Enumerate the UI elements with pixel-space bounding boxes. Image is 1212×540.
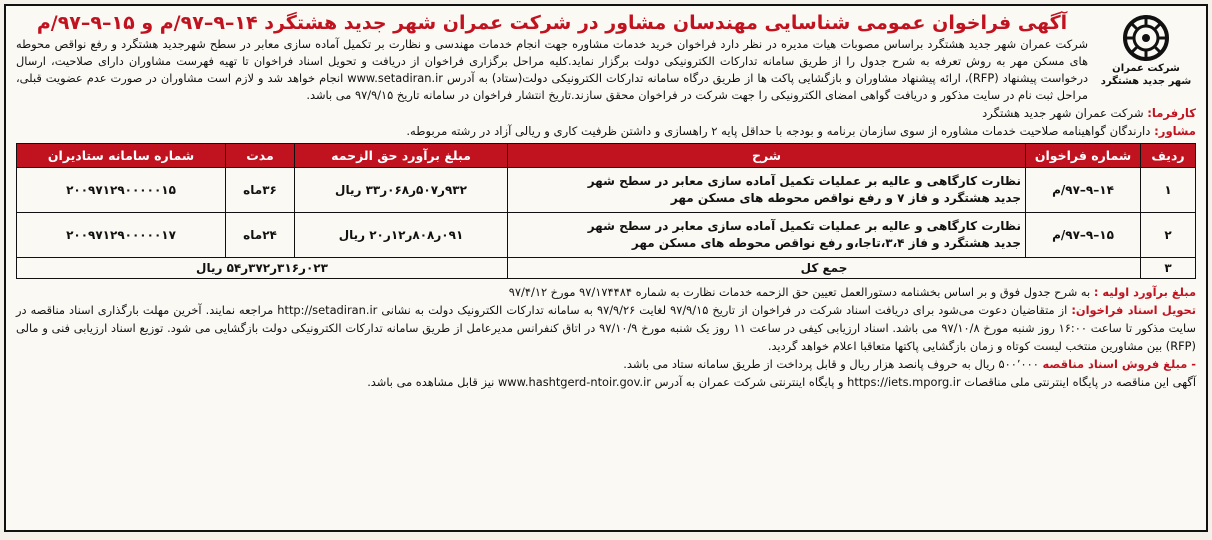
setad-number: ۲۰۰۹۷۱۲۹۰۰۰۰۰۱۵ xyxy=(17,168,226,213)
intro-paragraph: شرکت عمران شهر جدید هشتگرد براساس مصوبات هیات مدیره در نظر دارد فراخوان خرید خدمات مشاوره جهت انجام خدمات مهندسی و نظارت بر تکمیل آماده سازی معابر در سطح شهرجدید هشتگرد و رفع نواقص محوطه های مسکن مهر به روش تعرفه به شرح جدول را از طریق سامانه تدارکات الکترونیکی دولت برگزار نماید.کلیه مراحل برگزاری فراخوان از دریافت و تحویل اسناد فراخوان تا تهیه فهرست مشاوران دارای صلاحیت، ارسال درخواست پیشنهاد (RFP)، ارائه پیشنهاد مشاوران و بازگشایی پاکت ها از طریق درگاه سامانه تدارکات الکترونیکی دولت(ستاد) به آدرس www.setadiran.ir انجام خواهد شد و لازم است مشاوران در صورت عدم عضویت قبلی، مراحل ثبت نام در سایت مذکور و دریافت گواهی امضای الکترونیکی را جهت شرکت در فراخوان محقق سازند.تاریخ انتشار فراخوان در سامانه تاریخ ۹۷/۹/۱۵ می باشد. xyxy=(16,37,1089,102)
tender-number: ۱۴–۹–۹۷/م xyxy=(1026,168,1141,213)
table-row xyxy=(17,213,1196,258)
header-estimate: مبلغ برآورد حق الزحمه xyxy=(295,144,508,168)
tender-number: ۱۵–۹–۹۷/م xyxy=(1026,213,1141,258)
tender-table xyxy=(16,143,1196,279)
logo-caption-line2: شهر جدید هشتگرد xyxy=(1100,76,1192,87)
estimate-note xyxy=(16,283,1196,301)
header-setad-no: شماره سامانه ستادیران xyxy=(17,144,226,168)
employer-value: شرکت عمران شهر جدید هشتگرد xyxy=(982,106,1144,120)
delivery-note-text: از متقاضیان دعوت می‌شود برای دریافت اسناد شرکت در فراخوان از تاریخ ۹۷/۹/۱۵ لغایت ۹۷/۹/۲۶ به سامانه تدارکات الکترونیک دولت به نشانی http://setadiran.ir مراجعه نمایند. آخرین مهلت بارگذاری اسناد مناقصه در سایت مذکور تا ساعت ۱۶:۰۰ روز شنبه مورخ ۹۷/۱۰/۸ می باشد. اسناد ارزیابی کیفی در ساعت ۱۱ روز یک شنبه مورخ ۹۷/۱۰/۹ در اتاق کنفرانس مدیرعامل از طریق سامانه تدارکات الکترونیکی دولت بازگشایی می شود. توزیع اسناد ارزیابی فنی و مالی (RFP) بین مشاورین منتخب لیست کوتاه و زمان بازگشایی پاکتها متعاقبا اعلام خواهد گردید. xyxy=(16,303,1196,353)
table-row xyxy=(17,168,1196,213)
row-number: ۱ xyxy=(1141,168,1196,213)
consultant-value: دارندگان گواهینامه صلاحیت خدمات مشاوره از سوی سازمان برنامه و بودجه با حداقل پایه ۲ راهسازی و داشتن ظرفیت کاری و ریالی آزاد در رشته مربوطه. xyxy=(406,124,1151,138)
description-line: جدید هشتگرد و فاز ۳،۴،تاجا،و رفع نواقص محوطه های مسکن مهر xyxy=(631,236,1021,250)
duration: ۲۴ماه xyxy=(226,213,295,258)
tender-description xyxy=(508,213,1026,258)
total-label: جمع کل xyxy=(508,258,1141,279)
fee-estimate: ۹۳۲ر۵۰۷ر۰۶۸ر۳۳ ریال xyxy=(295,168,508,213)
estimate-note-text: به شرح جدول فوق و بر اساس بخشنامه دستورالعمل تعیین حق الزحمه خدمات نظارت به شماره ۹۷/۱۷۴۴۸۴ مورخ ۹۷/۴/۱۲ xyxy=(508,285,1091,299)
table-total-row xyxy=(17,258,1196,279)
tender-description xyxy=(508,168,1026,213)
row-number: ۳ xyxy=(1141,258,1196,279)
logo-caption-line1: شرکت عمران xyxy=(1112,63,1180,74)
consultant-label: مشاور: xyxy=(1154,124,1196,138)
description-line: نظارت کارگاهی و عالیه بر عملیات تکمیل آماده سازی معابر در سطح شهر xyxy=(587,219,1021,233)
company-logo xyxy=(1096,14,1196,88)
estimate-note-label: مبلغ برآورد اولیه : xyxy=(1093,285,1196,299)
setad-number: ۲۰۰۹۷۱۲۹۰۰۰۰۰۱۷ xyxy=(17,213,226,258)
total-value: ۰۲۳ر۳۱۶ر۳۷۲ر۵۴ ریال xyxy=(17,258,508,279)
employer-line xyxy=(16,104,1196,122)
company-emblem-icon xyxy=(1122,14,1170,62)
header-row-no: ردیف xyxy=(1141,144,1196,168)
price-note-label: - مبلغ فروش اسناد مناقصه xyxy=(1042,357,1196,371)
price-note-text: ۵۰۰٬۰۰۰ ریال به حروف پانصد هزار ریال و قابل پرداخت از طریق سامانه ستاد می باشد. xyxy=(623,357,1039,371)
row-number: ۲ xyxy=(1141,213,1196,258)
duration: ۳۶ماه xyxy=(226,168,295,213)
footer-note: آگهی این مناقصه در پایگاه اینترنتی ملی مناقصات https://iets.mporg.ir و پایگاه اینترنتی شرکت عمران به آدرس www.hashtgerd-ntoir.gov.ir نیز قابل مشاهده می باشد. xyxy=(367,375,1196,389)
advertisement xyxy=(4,4,1208,532)
fee-estimate: ۰۹۱ر۸۰۸ر۱۲ر۲۰ ریال xyxy=(295,213,508,258)
table-header-row xyxy=(17,144,1196,168)
price-note xyxy=(16,355,1196,373)
header-description: شرح xyxy=(508,144,1026,168)
description-line: جدید هشتگرد و فاز ۷ و رفع نواقص محوطه های مسکن مهر xyxy=(670,191,1021,205)
header-block xyxy=(16,10,1088,104)
delivery-note-label: تحویل اسناد فراخوان: xyxy=(1071,303,1197,317)
employer-label: کارفرما: xyxy=(1147,106,1196,120)
header-duration: مدت xyxy=(226,144,295,168)
header-tender-no: شماره فراخوان xyxy=(1026,144,1141,168)
delivery-note xyxy=(16,301,1196,355)
description-line: نظارت کارگاهی و عالیه بر عملیات تکمیل آماده سازی معابر در سطح شهر xyxy=(587,174,1021,188)
page-title: آگهی فراخوان عمومی شناسایی مهندسان مشاور در شرکت عمران شهر جدید هشتگرد ۱۴–۹–۹۷/م و ۱۵–۹–۹۷/م xyxy=(36,12,1068,34)
consultant-line xyxy=(16,122,1196,140)
